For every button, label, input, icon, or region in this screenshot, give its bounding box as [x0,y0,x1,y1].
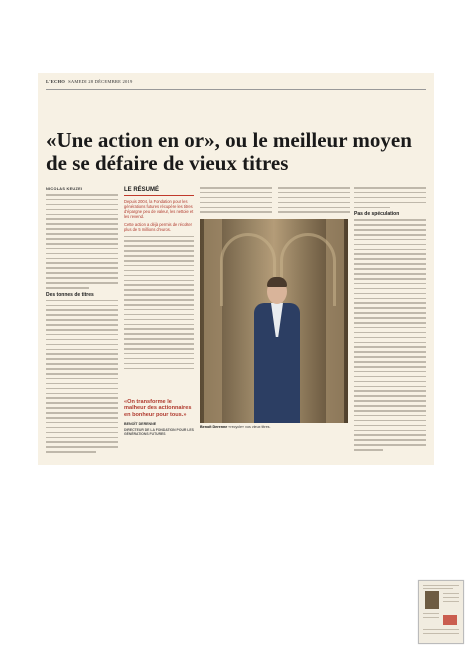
subhead-speculation: Pas de spéculation [354,211,400,218]
article-headline: «Une action en or», ou le meilleur moyen de se défaire de vieux titres [46,128,412,175]
resume-text [124,199,194,232]
article-column-3 [200,187,272,216]
top-rule [46,89,426,90]
thumb-line [443,597,459,598]
caption-name: Benoît Derenne [200,425,228,429]
thumb-line [423,633,459,634]
thumb-line [423,617,439,618]
photo-caption [200,425,348,429]
quote-role: DIRECTEUR DE LA FONDATION POUR LES GÉNÉRATIONS FUTURES [124,427,194,436]
article-column-1 [46,194,118,456]
person-hair [267,277,287,287]
resume-title: LE RÉSUMÉ [124,187,194,196]
photo-arch [280,233,336,306]
pull-quote [124,399,194,436]
article-author: NICOLAS KEUZEI [46,187,83,191]
article-column-4 [278,187,350,216]
resume-box [124,187,194,372]
text-lines [354,187,426,208]
masthead [46,79,133,84]
article-column-5 [354,187,426,454]
text-lines [46,194,118,289]
thumb-line [423,585,459,586]
thumb-line [443,593,459,594]
caption-text: «recycle» vos vieux titres. [228,425,271,429]
newspaper-page [38,73,434,465]
thumb-line [423,613,439,614]
resume-paragraph-1: Depuis 2004, la Fondation pour les générations futures récupère les titres d'épargne peu de valeur, les nettoie et les revend. [124,198,194,219]
subhead-tonnes: Des tonnes de titres [46,291,94,298]
thumb-line [443,601,459,602]
thumb-line [423,588,453,589]
resume-paragraph-2: Cette action a déjà permis de récolter plus de 5 millions d'euros. [124,221,193,232]
thumb-line [423,629,459,630]
text-lines [124,236,194,370]
photo-pillar [204,219,222,423]
text-lines [46,300,118,453]
quote-text: «On transforme le malheur des actionnaires en bonheur pour tous.» [124,399,192,418]
text-lines [278,187,350,213]
page-thumbnail[interactable] [418,580,464,644]
masthead-brand: L'ECHO [46,79,66,84]
quote-name: BENOÎT DERENNE [124,422,157,427]
article-photo [200,219,348,423]
thumb-highlight [443,615,457,625]
thumb-photo [425,591,439,609]
text-lines [354,219,426,450]
masthead-date: SAMEDI 28 DÉCEMBRE 2019 [68,79,133,84]
text-lines [200,187,272,213]
